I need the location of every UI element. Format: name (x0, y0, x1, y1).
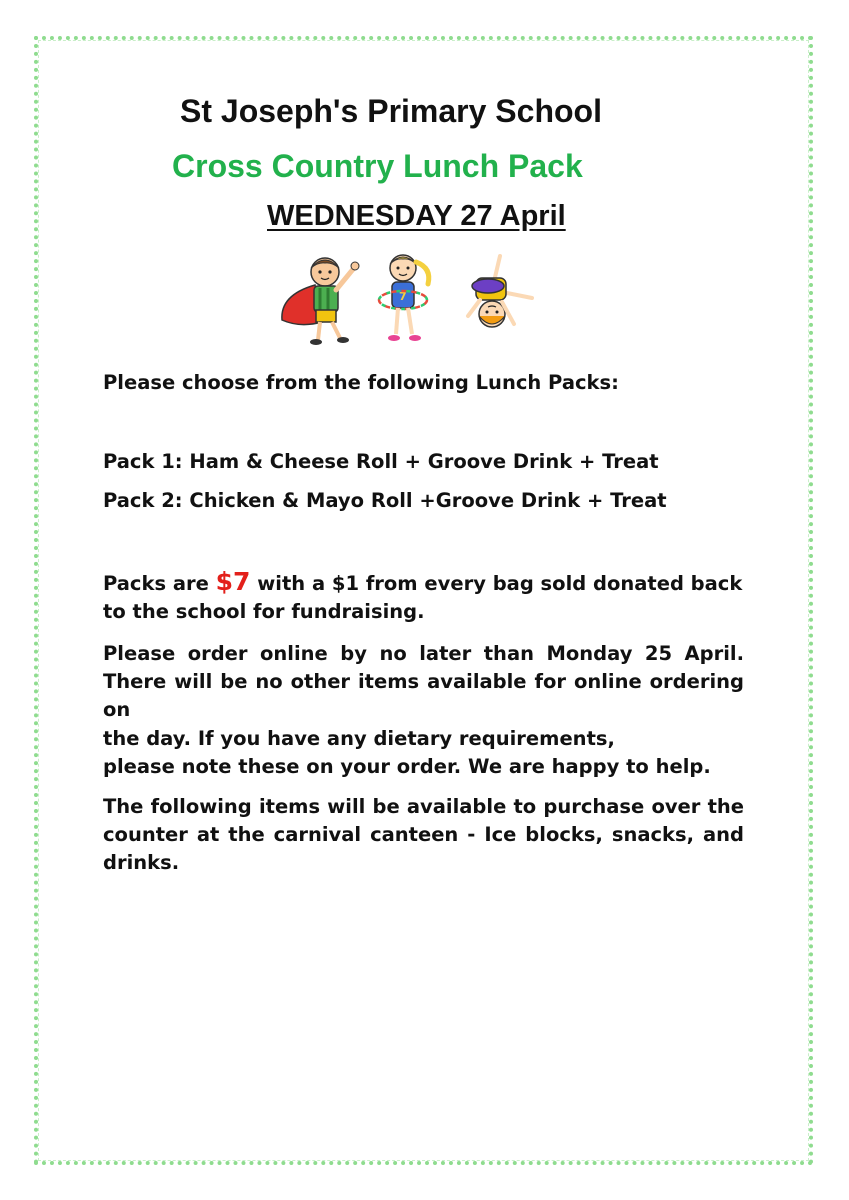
price-value: $7 (215, 567, 251, 596)
price-paragraph (103, 568, 744, 626)
superhero-kid-icon (282, 258, 359, 345)
pack-option-1: Pack 1: Ham & Cheese Roll + Groove Drink + Treat (103, 450, 659, 473)
event-date: WEDNESDAY 27 April (267, 200, 566, 232)
order-line-2: the day. If you have any dietary requirements, (103, 727, 615, 750)
counter-paragraph: The following items will be available to purchase over the counter at the carnival canteen - Ice blocks, snacks, and drinks. (103, 795, 744, 874)
svg-text:7: 7 (399, 290, 407, 303)
kids-illustration (270, 250, 550, 350)
price-prefix: Packs are (103, 572, 209, 595)
page-title: Cross Country Lunch Pack (172, 148, 583, 184)
hula-hoop-girl-icon (379, 255, 429, 341)
pack-option-2: Pack 2: Chicken & Mayo Roll +Groove Drink + Treat (103, 489, 667, 512)
order-paragraph: Please order online by no later than Monday 25 April. There will be no other items available for online ordering on (103, 642, 744, 721)
price-suffix: with a $1 from every bag sold donated back to the school for fundraising. (103, 572, 743, 623)
intro-text: Please choose from the following Lunch Packs: (103, 371, 619, 394)
cartwheel-kid-icon (468, 256, 532, 327)
school-name: St Joseph's Primary School (180, 93, 602, 129)
order-line-3: please note these on your order. We are happy to help. (103, 755, 711, 778)
